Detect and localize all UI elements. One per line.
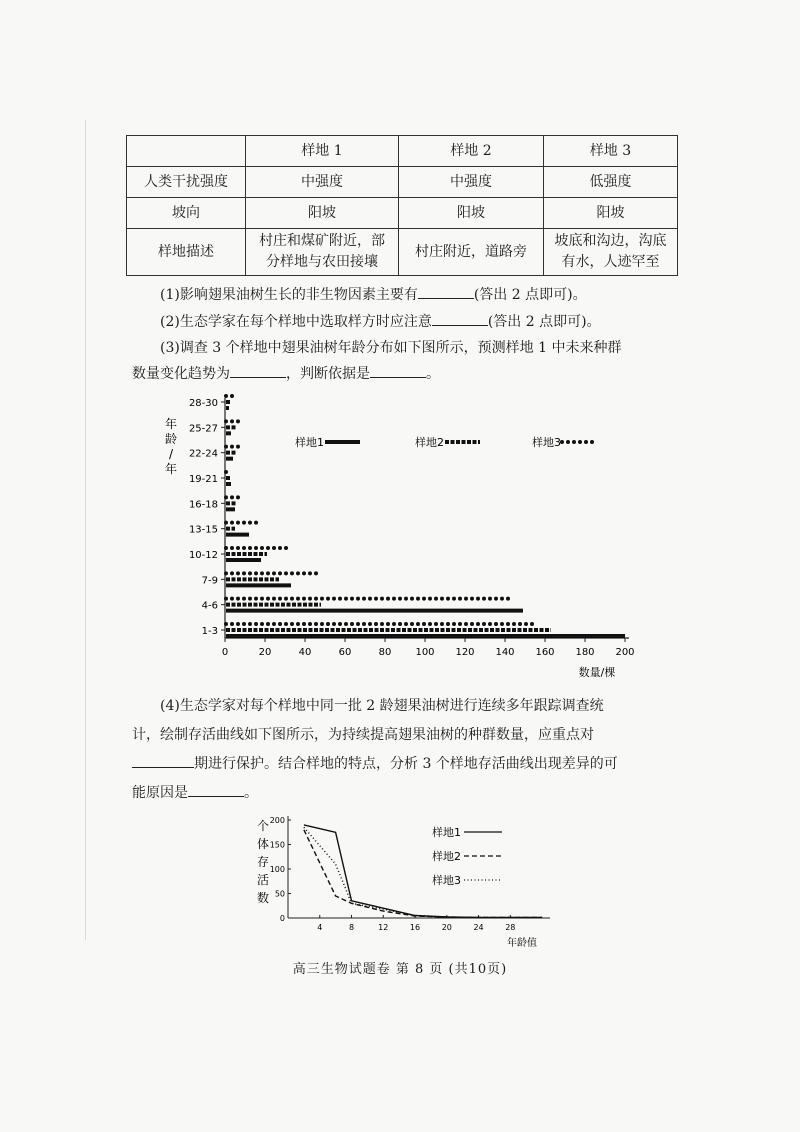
y-tick-label: 25-27 (188, 423, 218, 435)
x-tick-label: 40 (298, 647, 312, 658)
q4-line (132, 750, 672, 779)
x-tick-label: 4 (317, 923, 323, 932)
q3-end: 。 (426, 366, 440, 382)
y-axis-label-char: / (168, 447, 174, 461)
row-label: 坡向 (127, 198, 246, 229)
scan-margin-line (85, 120, 86, 940)
x-tick-label: 8 (348, 923, 355, 932)
y-axis-label-char: 年 (164, 462, 178, 476)
y-axis-label-char: 体 (256, 837, 270, 851)
table-cell: 中强度 (246, 167, 399, 198)
y-axis-label-char: 存 (256, 855, 270, 869)
q4-end: 。 (244, 785, 258, 801)
y-axis-label-char: 个 (256, 819, 270, 833)
x-tick-label: 16 (409, 923, 421, 932)
survival-curve-chart (250, 810, 570, 950)
page-footer: 高三生物试题卷 第 8 页 (共10页) (292, 962, 508, 977)
cell-line: 村庄附近，道路旁 (415, 243, 527, 260)
x-tick-label: 120 (455, 647, 475, 658)
table-cell: 低强度 (544, 167, 678, 198)
table-header-plot1: 样地 1 (246, 136, 399, 167)
y-tick-label: 16-18 (188, 499, 218, 511)
answer-blank (132, 753, 194, 768)
survival-line-样地2 (304, 830, 542, 918)
y-axis-label-char: 活 (256, 873, 270, 887)
q1-note: (答出 2 点即可)。 (473, 287, 587, 303)
legend-label: 样地1 (432, 826, 461, 839)
q4-period-text: 期进行保护。结合样地的特点，分析 3 个样地存活曲线出现差异的可 (194, 756, 618, 772)
q3-basis-text: ，判断依据是 (286, 366, 370, 382)
y-tick-label: 150 (269, 840, 285, 850)
cell-line: 坡底和沟边，沟底 (554, 233, 667, 249)
table-header-row (127, 136, 678, 167)
q4-line: 计，绘制存活曲线如下图所示，为持续提高翅果油树的种群数量，应重点对 (132, 727, 594, 743)
table-row (127, 198, 678, 229)
q4-line (132, 779, 672, 808)
q2-note: (答出 2 点即可)。 (487, 314, 601, 330)
x-tick-label: 180 (575, 647, 595, 658)
q1-text: (1)影响翅果油树生长的非生物因素主要有 (160, 287, 418, 303)
table-cell: 阳坡 (399, 198, 544, 229)
question-1 (160, 284, 587, 305)
table-cell (544, 229, 678, 276)
x-tick-label: 28 (505, 923, 516, 932)
legend-label: 样地2 (415, 436, 444, 449)
question-3-line2 (132, 363, 440, 384)
cell-line: 有水，人迹罕至 (561, 254, 660, 270)
y-tick-label: 100 (269, 865, 285, 874)
legend-label: 样地3 (532, 436, 561, 449)
table-cell (399, 229, 544, 276)
table-row (127, 167, 678, 198)
x-tick-label: 20 (258, 647, 272, 658)
survival-line-样地1 (304, 825, 542, 918)
x-tick-label: 80 (378, 647, 392, 658)
table-cell (246, 229, 399, 276)
table-header-plot2: 样地 2 (399, 136, 544, 167)
x-tick-label: 140 (495, 647, 515, 658)
answer-blank (188, 782, 244, 797)
x-tick-label: 200 (615, 647, 635, 658)
table-cell: 中强度 (399, 167, 544, 198)
y-tick-label: 13-15 (188, 524, 218, 536)
table-cell: 阳坡 (544, 198, 678, 229)
table-cell: 阳坡 (246, 198, 399, 229)
table-header-plot3: 样地 3 (544, 136, 678, 167)
y-tick-label: 200 (269, 816, 285, 825)
x-tick-label: 24 (473, 923, 484, 932)
legend-label: 样地1 (295, 436, 324, 449)
x-tick-label: 12 (378, 923, 389, 932)
q2-text: (2)生态学家在每个样地中选取样方时应注意 (160, 314, 432, 330)
y-tick-label: 1-3 (201, 626, 218, 637)
y-axis-label-char: 龄 (164, 432, 178, 446)
x-axis-label: 数量/棵 (578, 666, 616, 679)
cell-line: 分样地与农田接壤 (266, 254, 378, 270)
legend-label: 样地3 (432, 874, 461, 887)
y-tick-label: 0 (279, 914, 285, 923)
y-tick-label: 50 (274, 889, 285, 899)
legend-label: 样地2 (432, 850, 461, 863)
x-tick-label: 60 (338, 647, 352, 658)
table-header-blank (127, 136, 246, 167)
y-tick-label: 10-12 (188, 550, 218, 561)
age-distribution-chart (150, 392, 670, 684)
answer-blank (432, 311, 488, 326)
y-tick-label: 19-21 (188, 474, 218, 485)
answer-blank (418, 284, 474, 299)
y-tick-label: 28-30 (188, 398, 218, 409)
x-axis-label: 年龄值 (507, 938, 537, 949)
x-tick-label: 0 (221, 647, 229, 658)
x-tick-label: 160 (535, 647, 555, 658)
q3-trend-text: 数量变化趋势为 (132, 366, 230, 382)
row-label: 样地描述 (127, 229, 246, 276)
row-label: 人类干扰强度 (127, 167, 246, 198)
table-row (127, 229, 678, 276)
question-3-line1: (3)调查 3 个样地中翅果油树年龄分布如下图所示，预测样地 1 中未来种群 (160, 340, 622, 356)
survival-line-样地3 (304, 827, 542, 917)
question-4 (132, 692, 672, 808)
q4-line: (4)生态学家对每个样地中同一批 2 龄翅果油树进行连续多年跟踪调查统 (160, 698, 604, 714)
x-tick-label: 100 (415, 647, 435, 658)
y-tick-label: 4-6 (201, 600, 218, 612)
sample-plot-table (126, 135, 678, 276)
x-tick-label: 20 (441, 923, 452, 932)
answer-blank (370, 363, 426, 378)
y-tick-label: 22-24 (188, 448, 218, 460)
question-2 (160, 311, 601, 332)
y-tick-label: 7-9 (201, 575, 218, 587)
y-axis-label-char: 数 (256, 891, 270, 905)
y-axis-label-char: 年 (164, 417, 178, 431)
cell-line: 村庄和煤矿附近，部 (259, 233, 385, 249)
q4-reason-text: 能原因是 (132, 785, 188, 801)
answer-blank (230, 363, 286, 378)
